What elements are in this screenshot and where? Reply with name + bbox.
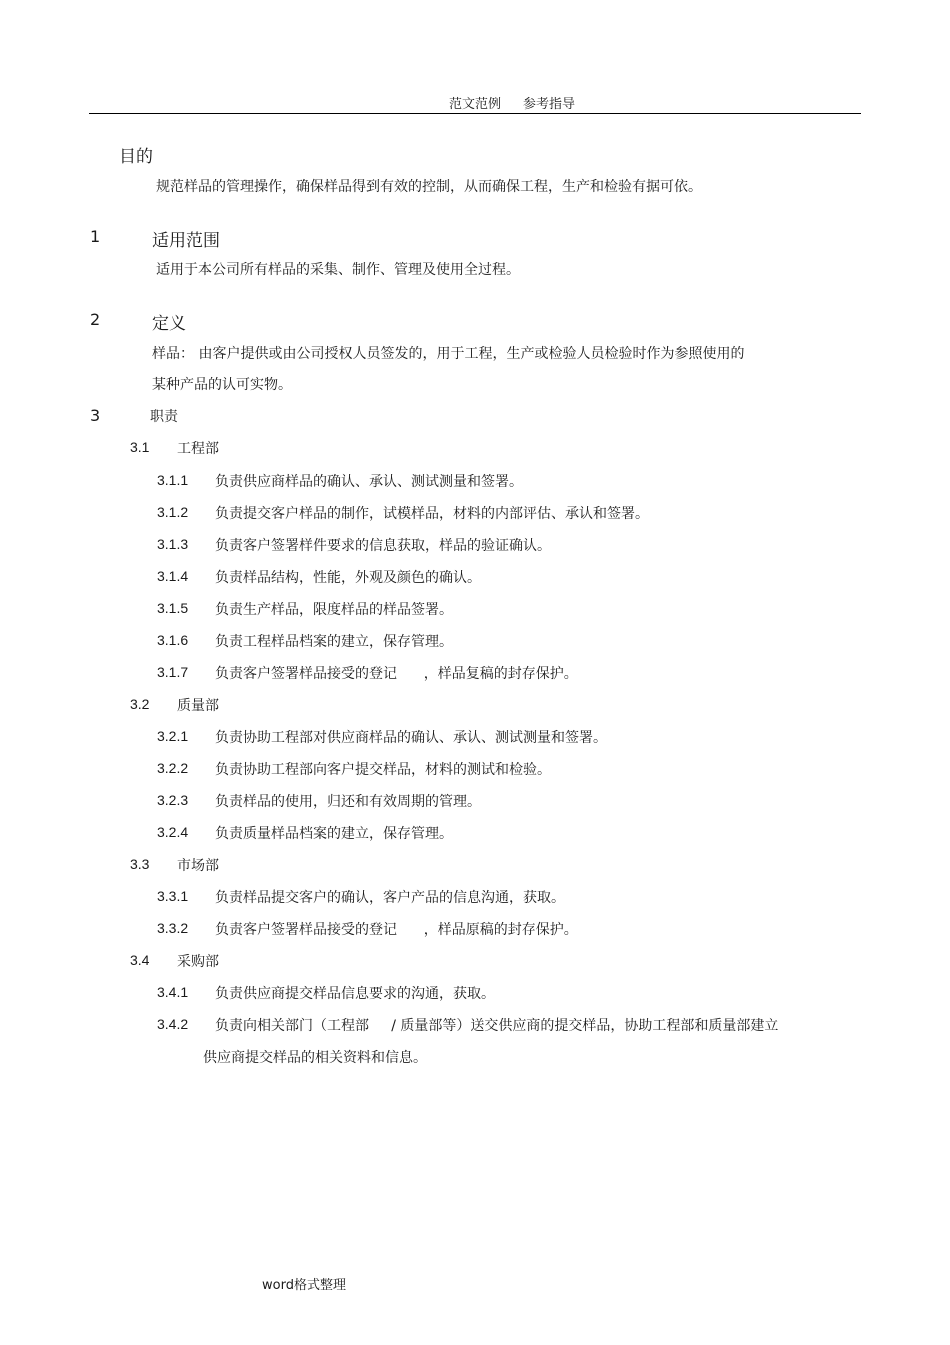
- section-number: 3.2: [130, 696, 150, 712]
- item-number: 3.3.1: [157, 888, 189, 904]
- item-number: 3.4.2: [157, 1016, 189, 1032]
- page-footer: word格式整理: [262, 1278, 346, 1293]
- section-title: 质量部: [177, 698, 219, 714]
- definition-title: 定义: [152, 314, 186, 334]
- item-number: 3.2.3: [157, 792, 189, 808]
- item-number: 3.2.4: [157, 824, 189, 840]
- item-text: 负责协助工程部向客户提交样品，材料的测试和检验。: [215, 762, 551, 778]
- item-number: 3.2.1: [157, 728, 189, 744]
- item-number: 3.1.4: [157, 568, 189, 584]
- item-text: 负责样品结构，性能，外观及颜色的确认。: [215, 570, 481, 586]
- item-text: 负责协助工程部对供应商样品的确认、承认、测试测量和签署。: [215, 730, 607, 746]
- item-number: 3.2.2: [157, 760, 189, 776]
- definition-line-1: 样品： 由客户提供或由公司授权人员签发的，用于工程，生产或检验人员检验时作为参照使用的: [152, 346, 745, 362]
- item-text: 负责供应商样品的确认、承认、测试测量和签署。: [215, 474, 523, 490]
- item-number: 3.4.1: [157, 984, 189, 1000]
- definition-number: 2: [90, 310, 101, 329]
- scope-number: 1: [90, 227, 101, 246]
- purpose-text: 规范样品的管理操作，确保样品得到有效的控制，从而确保工程，生产和检验有据可依。: [156, 179, 702, 195]
- purpose-title: 目的: [119, 147, 153, 167]
- section-title: 工程部: [177, 441, 219, 457]
- item-text: 负责向相关部门（工程部 / 质量部等）送交供应商的提交样品，协助工程部和质量部建立: [215, 1018, 779, 1034]
- header-left: 范文范例: [448, 97, 501, 112]
- page-header: [0, 93, 950, 112]
- item-text: 负责客户签署样品接受的登记 ，样品复稿的封存保护。: [215, 666, 578, 682]
- duties-title: 职责: [150, 409, 178, 425]
- definition-line-2: 某种产品的认可实物。: [152, 377, 292, 393]
- item-text-continuation: 供应商提交样品的相关资料和信息。: [203, 1050, 427, 1066]
- item-number: 3.1.2: [157, 504, 189, 520]
- header-rule: [89, 113, 861, 114]
- duties-number: 3: [90, 406, 101, 425]
- section-number: 3.4: [130, 952, 150, 968]
- item-text: 负责客户签署样件要求的信息获取，样品的验证确认。: [215, 538, 551, 554]
- item-text: 负责客户签署样品接受的登记 ，样品原稿的封存保护。: [215, 922, 578, 938]
- item-text: 负责生产样品，限度样品的样品签署。: [215, 602, 453, 618]
- section-number: 3.3: [130, 856, 150, 872]
- item-number: 3.1.5: [157, 600, 189, 616]
- item-number: 3.1.1: [157, 472, 189, 488]
- header-right: 参考指导: [523, 97, 576, 112]
- item-text: 负责质量样品档案的建立，保存管理。: [215, 826, 453, 842]
- section-title: 市场部: [177, 858, 219, 874]
- item-number: 3.1.3: [157, 536, 189, 552]
- item-text: 负责样品的使用，归还和有效周期的管理。: [215, 794, 481, 810]
- item-number: 3.1.7: [157, 664, 189, 680]
- item-number: 3.3.2: [157, 920, 189, 936]
- item-number: 3.1.6: [157, 632, 189, 648]
- item-text: 负责样品提交客户的确认，客户产品的信息沟通，获取。: [215, 890, 565, 906]
- item-text: 负责工程样品档案的建立，保存管理。: [215, 634, 453, 650]
- item-text: 负责提交客户样品的制作，试模样品，材料的内部评估、承认和签署。: [215, 506, 649, 522]
- item-text: 负责供应商提交样品信息要求的沟通，获取。: [215, 986, 495, 1002]
- section-title: 采购部: [177, 954, 219, 970]
- scope-text: 适用于本公司所有样品的采集、制作、管理及使用全过程。: [156, 262, 520, 278]
- section-number: 3.1: [130, 439, 150, 455]
- scope-title: 适用范围: [152, 231, 220, 251]
